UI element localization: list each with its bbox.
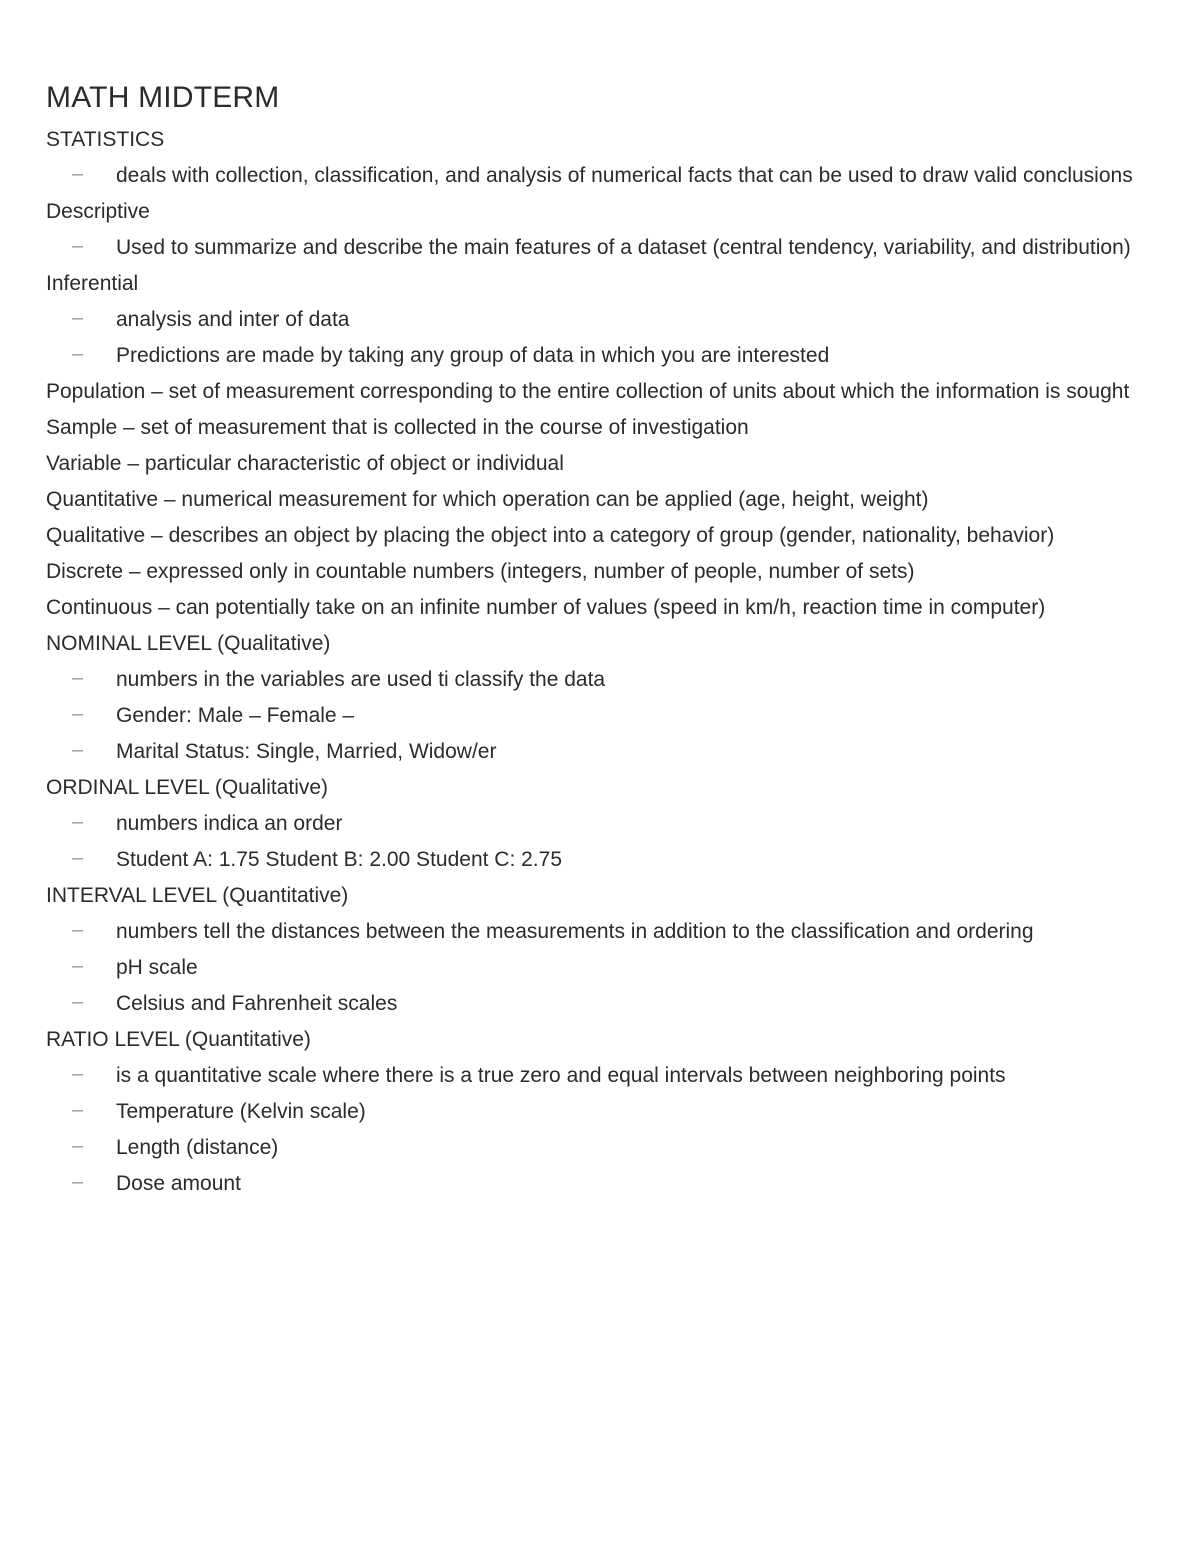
page-title: MATH MIDTERM — [46, 81, 280, 114]
bullet-item — [46, 1058, 1144, 1094]
bullet-item — [46, 230, 1144, 266]
bullet-item — [46, 734, 1144, 770]
text-line: RATIO LEVEL (Quantitative) — [46, 1028, 311, 1051]
bullet-item — [46, 1130, 1144, 1166]
bullet-item — [46, 950, 1144, 986]
bullet-item — [46, 914, 1144, 950]
dash-bullet-icon: – — [72, 703, 84, 725]
dash-bullet-icon: – — [72, 343, 84, 365]
bullet-item — [46, 1094, 1144, 1130]
text-line: Descriptive — [46, 200, 150, 223]
dash-bullet-icon: – — [72, 919, 84, 941]
text-line: Sample – set of measurement that is collected in the course of investigation — [46, 416, 749, 439]
text-line: Variable – particular characteristic of object or individual — [46, 452, 564, 475]
bullet-item — [46, 1166, 1144, 1202]
text-line: ORDINAL LEVEL (Qualitative) — [46, 776, 329, 799]
bullet-text: Length (distance) — [116, 1136, 279, 1159]
bullet-text: Predictions are made by taking any group of data in which you are interested — [116, 344, 830, 367]
bullet-item — [46, 698, 1144, 734]
bullet-text: numbers indica an order — [116, 812, 343, 835]
dash-bullet-icon: – — [72, 847, 84, 869]
text-line: Inferential — [46, 272, 139, 295]
bullet-item — [46, 158, 1144, 194]
text-line: INTERVAL LEVEL (Quantitative) — [46, 884, 349, 907]
dash-bullet-icon: – — [72, 991, 84, 1013]
bullet-item — [46, 662, 1144, 698]
bullet-text: Temperature (Kelvin scale) — [116, 1100, 366, 1123]
text-line: NOMINAL LEVEL (Qualitative) — [46, 632, 331, 655]
dash-bullet-icon: – — [72, 163, 84, 185]
text-line: STATISTICS — [46, 128, 165, 151]
bullet-text: deals with collection, classification, and analysis of numerical facts that can be used to draw valid conclusions — [116, 164, 1133, 187]
dash-bullet-icon: – — [72, 739, 84, 761]
dash-bullet-icon: – — [72, 1171, 84, 1193]
bullet-text: Gender: Male – Female – — [116, 704, 355, 727]
bullet-text: Marital Status: Single, Married, Widow/er — [116, 740, 497, 763]
bullet-item — [46, 302, 1144, 338]
bullet-item — [46, 842, 1144, 878]
text-line: Discrete – expressed only in countable numbers (integers, number of people, number of sets) — [46, 560, 915, 583]
bullet-text: Dose amount — [116, 1172, 241, 1195]
bullet-text: Celsius and Fahrenheit scales — [116, 992, 398, 1015]
bullet-text: numbers tell the distances between the measurements in addition to the classification and ordering — [116, 920, 1034, 943]
dash-bullet-icon: – — [72, 1135, 84, 1157]
dash-bullet-icon: – — [72, 955, 84, 977]
bullet-item — [46, 338, 1144, 374]
bullet-item — [46, 986, 1144, 1022]
bullet-text: Student A: 1.75 Student B: 2.00 Student C: 2.75 — [116, 848, 562, 871]
bullet-text: analysis and inter of data — [116, 308, 350, 331]
dash-bullet-icon: – — [72, 307, 84, 329]
document-body — [46, 122, 1144, 1202]
dash-bullet-icon: – — [72, 667, 84, 689]
bullet-text: numbers in the variables are used ti classify the data — [116, 668, 606, 691]
text-line: Quantitative – numerical measurement for which operation can be applied (age, height, weight) — [46, 488, 929, 511]
bullet-text: pH scale — [116, 956, 198, 979]
dash-bullet-icon: – — [72, 1063, 84, 1085]
text-line: Continuous – can potentially take on an infinite number of values (speed in km/h, reaction time in computer) — [46, 596, 1046, 619]
bullet-text: is a quantitative scale where there is a true zero and equal intervals between neighboring points — [116, 1064, 1006, 1087]
text-line: Qualitative – describes an object by placing the object into a category of group (gender, nationality, behavior) — [46, 524, 1055, 547]
bullet-item — [46, 806, 1144, 842]
dash-bullet-icon: – — [72, 811, 84, 833]
text-line: Population – set of measurement corresponding to the entire collection of units about which the information is sought — [46, 380, 1130, 403]
dash-bullet-icon: – — [72, 1099, 84, 1121]
bullet-text: Used to summarize and describe the main features of a dataset (central tendency, variability, and distribution) — [116, 236, 1131, 259]
dash-bullet-icon: – — [72, 235, 84, 257]
